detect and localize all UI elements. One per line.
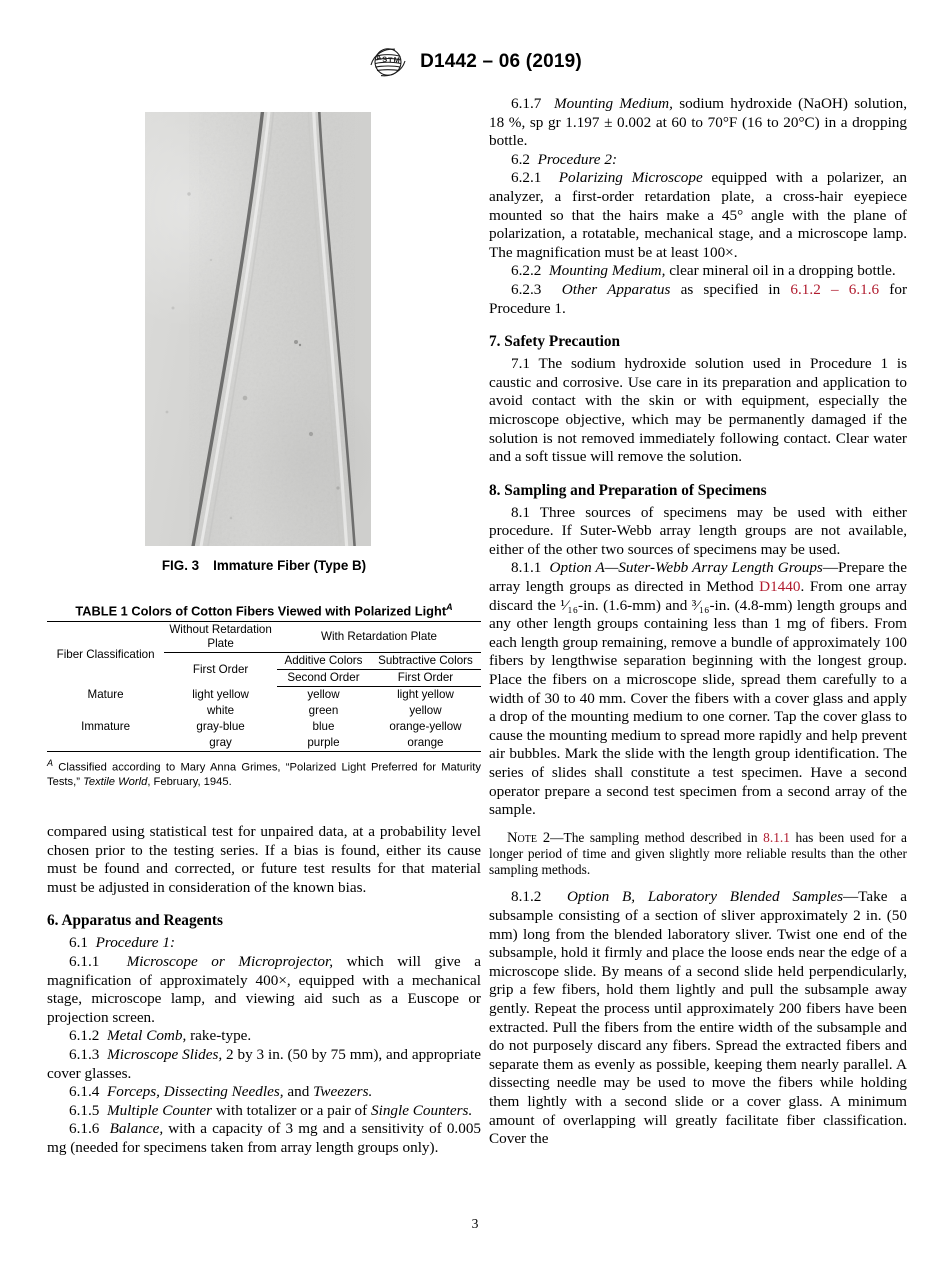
table-title-footnote-mark: A [446, 602, 453, 612]
paragraph-6-1 [47, 934, 481, 953]
table-title [47, 600, 481, 618]
table-header-row-1 [47, 622, 481, 653]
clause-number: 8.1 [511, 503, 530, 521]
paragraph-6-2-3 [489, 281, 907, 318]
cell-classification [47, 735, 164, 752]
cross-reference-link-8-1-1[interactable]: 8.1.1 [763, 829, 790, 845]
clause-title: Mounting Medium, [554, 95, 673, 112]
clause-number: 6.2.3 [511, 280, 542, 298]
paragraph-6-1-3 [47, 1046, 481, 1083]
paragraph-6-1-5 [47, 1102, 481, 1121]
header-with-retardation-plate: With Retardation Plate [277, 622, 481, 653]
clause-body: —Take a subsample consisting of a section of sliver approximately 2 in. (50 mm) long from the blended laboratory sliver. Twist one end of the subsample, hold it firmly and place the loose ends near the edge of a microscope slide. By means of a second slide held perpendicularly, grip a few fibers, hold them lightly and pull the subsample away gently. Repeat the process until approximately 200 fibers have been extracted. Pull the fibers from the entire width of the subsample and do not purposely discard any fibers. Spread the extracted fibers and separate them as evenly as possible, keeping them nearly parallel. A dissecting needle may be used to move the fibers while holding them lightly with a second slide or a cover glass. A minimum amount of overlapping will greatly facilitate fiber classification. Cover the [489, 888, 907, 1148]
cell-classification [47, 703, 164, 719]
cross-reference-link-d1440[interactable]: D1440 [759, 578, 801, 596]
clause-number: 7.1 [511, 355, 530, 373]
clause-title: Microscope or Microprojector, [126, 952, 334, 970]
header-first-order-main: First Order [192, 663, 249, 677]
clause-number: 6.1.4 [69, 1083, 100, 1101]
table-row [47, 703, 481, 719]
cell-first-order-sub: orange [370, 735, 481, 752]
svg-text:A: A [375, 52, 383, 63]
clause-title: Option B, Laboratory Blended Samples [566, 888, 843, 906]
clause-title-b: Tweezers. [313, 1083, 373, 1101]
paragraph-8-1 [489, 504, 907, 560]
clause-number: 6.1.2 [69, 1027, 100, 1045]
header-first-order-sub: First Order [370, 670, 481, 687]
clause-number: 6.1.6 [69, 1120, 100, 1138]
paragraph-8-1-1 [489, 559, 907, 819]
header-without-retardation-plate: Without Retardation Plate [164, 622, 277, 653]
clause-number: 8.1.2 [511, 888, 542, 906]
header-additive-colors: Additive Colors [277, 653, 370, 670]
paragraph-7-1 [489, 355, 907, 467]
clause-number: 6.2.1 [511, 169, 542, 187]
cross-reference-link-6-1-2-6-1-6[interactable]: 6.1.2 – 6.1.6 [790, 280, 880, 298]
clause-body: and [283, 1083, 314, 1101]
clause-title: Option A—Suter-Webb Array Length Groups [549, 559, 823, 577]
paragraph-6-1-6 [47, 1120, 481, 1157]
left-column-text [47, 823, 481, 1158]
cell-second-order: green [308, 704, 339, 718]
clause-number: 8.1.1 [511, 559, 542, 577]
note-2 [489, 830, 907, 879]
clause-title: Procedure 1: [95, 934, 176, 952]
note-body-b: has been used for a longer period of time and given slightly more reliable results than the other sampling methods. [489, 829, 907, 878]
figure-title: Immature Fiber (Type B) [213, 558, 367, 573]
clause-body: which will give a magnification of approximately 400×, equipped with a mechanical stage, microscope lamp, and viewing aid such as a Euscope or projection screen. [47, 952, 482, 1026]
clause-body: sodium hydroxide (NaOH) solution, 18 %, sp gr 1.197 ± 0.002 at 60 to 70°F (16 to 20°C) in a dropping bottle. [489, 95, 907, 150]
clause-body: clear mineral oil in a dropping bottle. [665, 262, 896, 280]
table-footnote-publication: Textile World [83, 775, 148, 788]
cell-classification: Mature [87, 688, 124, 702]
clause-number: 6.1.1 [69, 952, 100, 970]
table-footnote-text-post: , February, 1945. [147, 775, 232, 788]
astm-logo [368, 46, 408, 78]
header-subtractive-colors: Subtractive Colors [370, 653, 481, 670]
table-row [47, 687, 481, 704]
cell-first-order-sub: yellow [409, 704, 442, 718]
figure-3 [145, 112, 371, 546]
clause-title-a: Multiple Counter [106, 1101, 213, 1119]
table-title-text: TABLE 1 Colors of Cotton Fibers Viewed with Polarized Light [75, 603, 447, 619]
cell-first-order-sub: light yellow [397, 688, 454, 702]
svg-text:T: T [388, 55, 393, 65]
right-column-text [489, 95, 907, 1149]
clause-title-a: Forceps, Dissecting Needles, [106, 1083, 284, 1101]
note-label: Note 2 [507, 829, 551, 846]
table-1 [47, 621, 481, 752]
header-second-order: Second Order [277, 670, 370, 687]
clause-title: Mounting Medium, [548, 262, 666, 280]
clause-body: with a capacity of 3 mg and a sensitivity of 0.005 mg (needed for specimens taken from array length groups only). [47, 1120, 482, 1156]
clause-body: The sodium hydroxide solution used in Procedure 1 is caustic and corrosive. Use care in its preparation and application to avoid contact with the skin or with equipment, especially the microscope objective, which may be permanently damaged if the solution is not removed immediately following contact. Clear water and a soft tissue will remove the solution. [489, 355, 907, 466]
cell-first-order: gray-blue [196, 720, 245, 734]
cell-second-order: blue [312, 720, 335, 734]
cell-second-order: yellow [307, 688, 340, 702]
cell-first-order-sub: orange-yellow [389, 720, 462, 734]
clause-body: rake-type. [186, 1027, 252, 1045]
clause-number: 6.2 [511, 150, 530, 168]
cell-first-order: gray [164, 735, 277, 752]
heading-section-8: 8. Sampling and Preparation of Specimens [489, 481, 767, 499]
standard-designation: D1442 – 06 (2019) [420, 51, 582, 72]
fiber-strand-graphic [145, 112, 371, 546]
paragraph-6-2 [489, 151, 907, 170]
table-row [47, 719, 481, 735]
clause-body-tail: for Procedure 1. [489, 280, 908, 317]
micrograph-image [145, 112, 371, 546]
heading-section-7: 7. Safety Precaution [489, 333, 620, 351]
table-footnote-text-pre: Classified according to Mary Anna Grimes, “Polarized Light Preferred for Maturity Tests,” [47, 762, 481, 788]
table-1-block [47, 600, 481, 789]
svg-text:S: S [381, 54, 388, 64]
clause-number: 6.1.5 [69, 1101, 100, 1119]
clause-title: Balance, [109, 1120, 164, 1138]
paragraph-6-1-2 [47, 1027, 481, 1046]
svg-text:M: M [393, 55, 401, 65]
paragraph-6-1-7 [489, 95, 907, 151]
clause-body: Three sources of specimens may be used with either procedure. If Suter-Webb array length groups are not available, either of the other two sources of specimens may be used. [489, 503, 907, 558]
clause-number: 6.1 [69, 934, 88, 952]
paragraph-6-2-1 [489, 169, 907, 262]
figure-caption [47, 558, 481, 573]
clause-title: Procedure 2: [537, 150, 618, 168]
clause-title: Polarizing Microscope [558, 169, 703, 187]
table-footnote-mark: A [47, 758, 54, 769]
figure-label: FIG. 3 [161, 558, 200, 573]
clause-body: as specified in [670, 280, 791, 298]
note-body-a: —The sampling method described in [550, 829, 764, 845]
paragraph-6-1-1 [47, 953, 481, 1027]
clause-body: with totalizer or a pair of [212, 1101, 372, 1119]
cell-first-order: white [207, 704, 235, 718]
clause-title-b: Single Counters. [371, 1101, 473, 1119]
page-number: 3 [471, 1216, 479, 1231]
table-footnote [47, 757, 481, 789]
clause-title: Microscope Slides, [107, 1045, 223, 1063]
page-header [0, 46, 950, 78]
heading-section-6: 6. Apparatus and Reagents [47, 912, 223, 930]
clause-body: 2 by 3 in. (50 by 75 mm), and appropriate cover glasses. [47, 1045, 481, 1082]
clause-body: equipped with a polarizer, an analyzer, a first-order retardation plate, a cross-hair eyepiece mounted so that the hairs make a 45° angle with the plane of polarization, a rotatable, mechanical stage, and a microscope lamp. The magnification must be at least 100×. [489, 169, 908, 261]
clause-body-b: . From one array discard the ¹⁄₁₆-in. (1.6-mm) and ³⁄₁₆-in. (4.8-mm) length groups and any other length groups containing less than 1 mg of fibers. From each length group remaining, remove a bundle of approximately 100 fibers by lengthwise separation beginning with the longest group. Place the fibers on a microscope slide, spread them carefully to a width of 30 to 40 mm. Cover the fibers with a cover glass and apply a drop of the mounting medium to one corner. Tap the cover glass to cause the mounting medium to spread more rapidly and help prevent air bubbles. Mark the slide with the length group identification. The series of slides shall constitute a test specimen. Have a second operator prepare a second test specimen from a second array of the sample. [489, 578, 907, 819]
clause-number: 6.1.7 [511, 95, 542, 112]
cell-second-order: purple [277, 735, 370, 752]
clause-title: Other Apparatus [561, 280, 671, 298]
clause-number: 6.2.2 [511, 262, 542, 280]
paragraph-6-2-2 [489, 262, 907, 281]
clause-title: Metal Comb, [106, 1027, 187, 1045]
paragraph-6-1-4 [47, 1083, 481, 1102]
cell-first-order: light yellow [192, 688, 249, 702]
clause-body-a: —Prepare the array length groups as directed in Method [489, 559, 908, 596]
clause-number: 6.1.3 [69, 1045, 100, 1063]
paragraph-8-1-2 [489, 888, 907, 1148]
paragraph-bias: compared using statistical test for unpaired data, at a probability level chosen prior to the testing series. If a bias is found, either its cause must be found and corrected, or future test results for that material must be adjusted in consideration of the known bias. [47, 823, 481, 896]
cell-classification: Immature [81, 720, 131, 734]
table-row [47, 735, 481, 752]
header-fiber-classification: Fiber Classification [47, 622, 164, 687]
